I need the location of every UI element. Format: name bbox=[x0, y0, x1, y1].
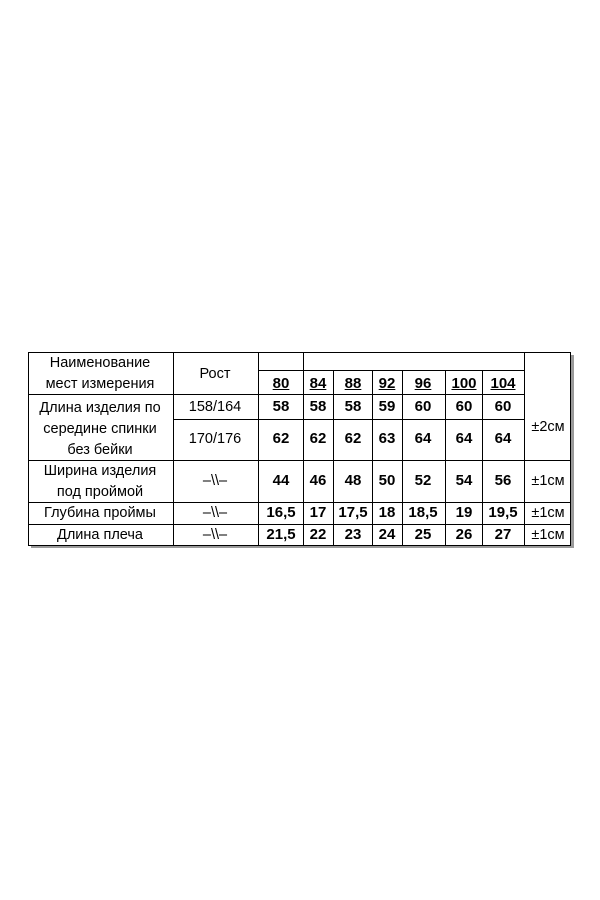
header-bottom-line bbox=[28, 394, 525, 395]
row-armhole-growth: –\\– bbox=[202, 505, 228, 521]
cell-value: 25 bbox=[414, 526, 432, 543]
cell-value: 64 bbox=[414, 430, 432, 447]
row-back-length-growth-170: 170/176 bbox=[188, 431, 242, 447]
cell-value: 26 bbox=[455, 526, 473, 543]
cell-value: 54 bbox=[455, 472, 473, 489]
subrow-divider bbox=[173, 419, 525, 420]
cell-value: 62 bbox=[344, 430, 362, 447]
border-bottom bbox=[28, 545, 571, 546]
cell-value: 56 bbox=[494, 472, 512, 489]
cell-value: 60 bbox=[494, 398, 512, 415]
cell-value: 58 bbox=[272, 398, 290, 415]
size-header-88: 88 bbox=[344, 375, 362, 392]
cell-value: 50 bbox=[378, 472, 396, 489]
row-back-length-tolerance: ±2см bbox=[531, 419, 565, 435]
size-header-104: 104 bbox=[490, 375, 516, 392]
border-right bbox=[570, 352, 571, 546]
col-divider-84 bbox=[333, 371, 334, 546]
col-divider-80 bbox=[303, 352, 304, 546]
border-left bbox=[28, 352, 29, 546]
cell-value: 58 bbox=[309, 398, 327, 415]
cell-value: 23 bbox=[344, 526, 362, 543]
row1-bottom-line bbox=[28, 460, 571, 461]
cell-value: 59 bbox=[378, 398, 396, 415]
cell-value: 27 bbox=[494, 526, 512, 543]
row-back-length-label-line3: без бейки bbox=[67, 442, 133, 458]
size-header-100: 100 bbox=[451, 375, 477, 392]
cell-value: 17,5 bbox=[338, 504, 368, 521]
size-header-80: 80 bbox=[272, 375, 290, 392]
row-back-length-label-line2: середине спинки bbox=[43, 421, 157, 437]
row-width-tolerance: ±1см bbox=[531, 473, 565, 489]
cell-value: 19,5 bbox=[488, 504, 518, 521]
cell-value: 22 bbox=[309, 526, 327, 543]
row-shoulder-growth: –\\– bbox=[202, 527, 228, 543]
cell-value: 64 bbox=[494, 430, 512, 447]
cell-value: 44 bbox=[272, 472, 290, 489]
border-top bbox=[28, 352, 571, 353]
row-shoulder-tolerance: ±1см bbox=[531, 527, 565, 543]
cell-value: 16,5 bbox=[266, 504, 296, 521]
cell-value: 46 bbox=[309, 472, 327, 489]
sizes-header-divider bbox=[258, 370, 525, 371]
header-growth: Рост bbox=[199, 366, 231, 382]
size-header-96: 96 bbox=[414, 375, 432, 392]
col-divider-name bbox=[173, 352, 174, 546]
row-back-length-label-line1: Длина изделия по bbox=[39, 400, 161, 416]
cell-value: 60 bbox=[455, 398, 473, 415]
row-shoulder-label: Длина плеча bbox=[57, 527, 143, 543]
row-width-label-line2: под проймой bbox=[56, 484, 144, 500]
cell-value: 18 bbox=[378, 504, 396, 521]
cell-value: 62 bbox=[272, 430, 290, 447]
row-width-label-line1: Ширина изделия bbox=[43, 463, 157, 479]
cell-value: 64 bbox=[455, 430, 473, 447]
col-divider-96 bbox=[445, 371, 446, 546]
col-divider-104 bbox=[524, 352, 525, 546]
cell-value: 24 bbox=[378, 526, 396, 543]
col-divider-growth bbox=[258, 352, 259, 546]
header-name-line2: мест измерения bbox=[45, 376, 155, 392]
col-divider-92 bbox=[402, 371, 403, 546]
row3-bottom-line bbox=[28, 524, 571, 525]
cell-value: 21,5 bbox=[266, 526, 296, 543]
cell-value: 63 bbox=[378, 430, 396, 447]
row2-bottom-line bbox=[28, 502, 571, 503]
cell-value: 18,5 bbox=[408, 504, 438, 521]
col-divider-88 bbox=[372, 371, 373, 546]
size-header-84: 84 bbox=[309, 375, 327, 392]
row-armhole-label: Глубина проймы bbox=[44, 505, 156, 521]
row-width-growth: –\\– bbox=[202, 473, 228, 489]
header-name-line1: Наименование bbox=[49, 355, 151, 371]
cell-value: 52 bbox=[414, 472, 432, 489]
cell-value: 58 bbox=[344, 398, 362, 415]
cell-value: 60 bbox=[414, 398, 432, 415]
cell-value: 17 bbox=[309, 504, 327, 521]
size-header-92: 92 bbox=[378, 375, 396, 392]
table-shadow-right bbox=[571, 355, 574, 547]
row-back-length-growth-158: 158/164 bbox=[188, 399, 242, 415]
row-armhole-tolerance: ±1см bbox=[531, 505, 565, 521]
col-divider-100 bbox=[482, 371, 483, 546]
cell-value: 62 bbox=[309, 430, 327, 447]
cell-value: 19 bbox=[455, 504, 473, 521]
cell-value: 48 bbox=[344, 472, 362, 489]
